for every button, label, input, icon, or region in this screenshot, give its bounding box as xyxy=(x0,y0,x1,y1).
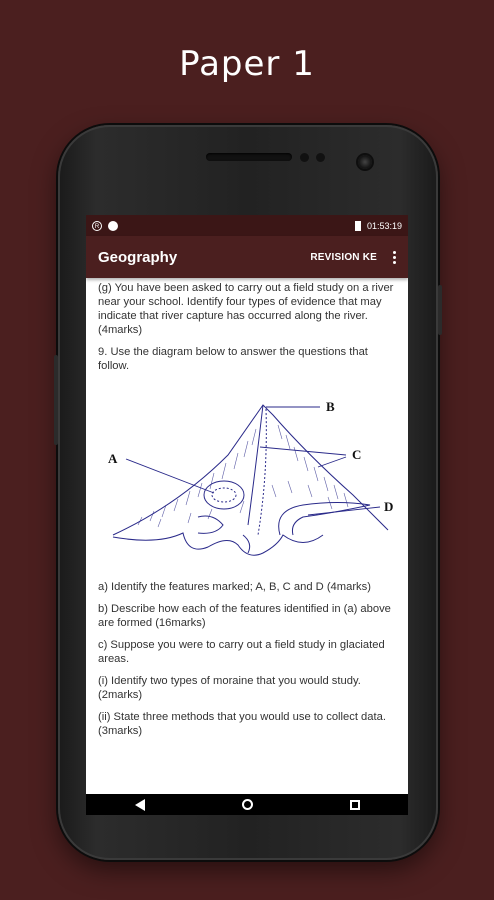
overflow-menu-icon[interactable] xyxy=(391,249,398,266)
status-bar xyxy=(86,215,408,236)
banner-title: Paper 1 xyxy=(179,44,315,84)
home-icon[interactable] xyxy=(242,799,253,810)
glacial-features-diagram xyxy=(98,385,398,570)
power-button xyxy=(438,285,442,335)
light-sensor xyxy=(316,153,325,162)
app-bar xyxy=(86,236,408,278)
question-paragraph: a) Identify the features marked; A, B, C and D (4marks) xyxy=(98,581,371,593)
diagram-label-c: C xyxy=(352,447,362,462)
back-icon[interactable] xyxy=(135,799,145,811)
question-paragraph: 9. Use the diagram below to answer the questions that follow. xyxy=(98,346,368,372)
proximity-sensor xyxy=(300,153,309,162)
question-paragraph: (g) You have been asked to carry out a field study on a river near your school. Identify four types of evidence that may indicate that river capture has occurred along the river. (4marks) xyxy=(98,282,394,336)
volume-button xyxy=(54,355,58,445)
question-paragraph: c) Suppose you were to carry out a field study in glaciated areas. xyxy=(98,639,385,665)
sync-icon xyxy=(108,221,118,231)
status-time: 01:53:19 xyxy=(366,220,402,231)
recents-icon[interactable] xyxy=(350,800,360,810)
navigation-bar xyxy=(86,794,408,815)
question-paragraph: (i) Identify two types of moraine that you would study. (2marks) xyxy=(98,675,361,701)
revision-ke-button[interactable]: REVISION KE xyxy=(310,251,377,263)
question-paragraph: (ii) State three methods that you would use to collect data. (3marks) xyxy=(98,711,386,737)
earpiece-speaker xyxy=(206,153,292,161)
diagram-label-d: D xyxy=(384,499,394,514)
diagram-label-b: B xyxy=(326,399,335,414)
question-content[interactable] xyxy=(86,278,408,794)
notification-icon: R xyxy=(92,221,102,231)
phone-frame xyxy=(58,125,438,860)
question-paragraph: b) Describe how each of the features identified in (a) above are formed (16marks) xyxy=(98,603,391,629)
app-title: Geography xyxy=(98,248,178,266)
diagram-label-a: A xyxy=(108,451,118,466)
battery-icon xyxy=(355,221,361,231)
phone-screen xyxy=(86,215,408,815)
front-camera xyxy=(358,155,372,169)
